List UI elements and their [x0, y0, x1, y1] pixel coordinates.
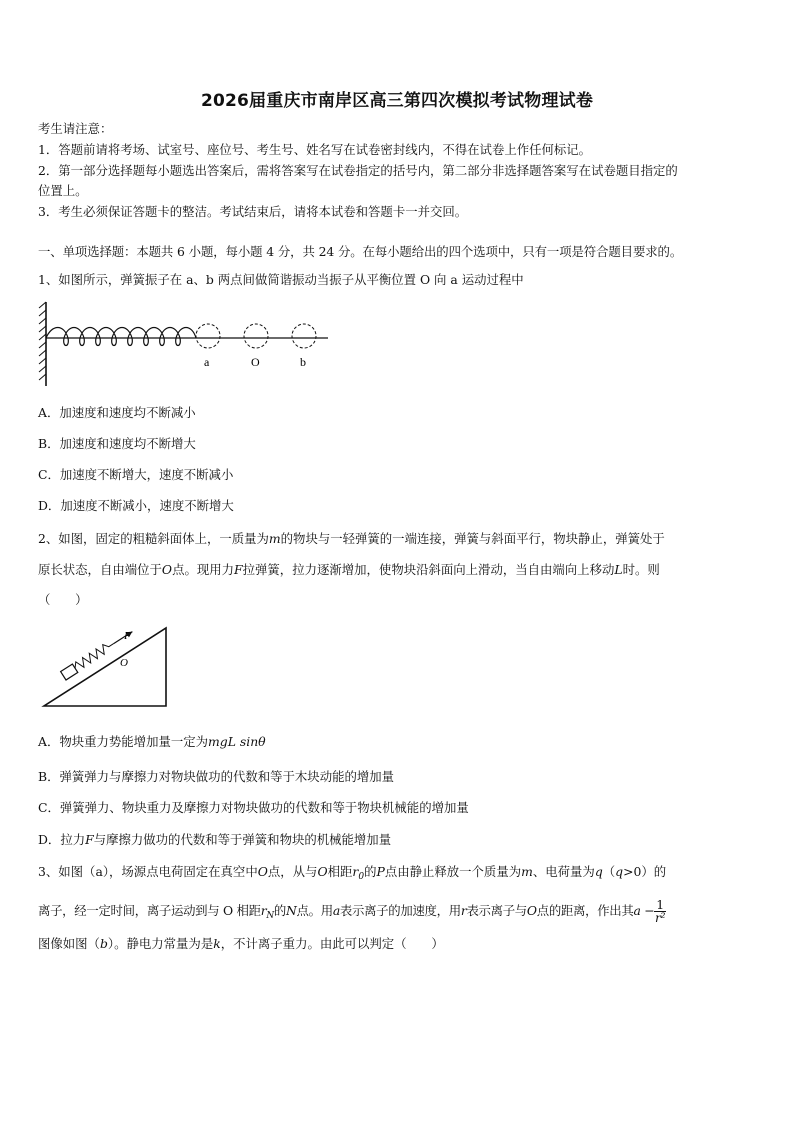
page-title: 2026届重庆市南岸区高三第四次模拟考试物理试卷 [200, 91, 594, 111]
q1-option-b: B．加速度和速度均不断增大 [38, 436, 196, 451]
q2-option-d: D．拉力F与摩擦力做功的代数和等于弹簧和物块的机械能增加量 [38, 832, 392, 847]
notice-item-1: 1．答题前请将考场、试室号、座位号、考生号、姓名写在试卷密封线内，不得在试卷上作任何标记。 [38, 142, 592, 157]
q1-option-d: D．加速度不断减小，速度不断增大 [38, 498, 234, 513]
spring-oscillator-figure [38, 300, 338, 390]
q1-stem: 1、如图所示，弹簧振子在 a、b 两点间做简谐振动当振子从平衡位置 O 向 a 运动过程中 [38, 272, 524, 287]
q2-stem-line1: 2、如图，固定的粗糙斜面体上，一质量为m的物块与一轻弹簧的一端连接，弹簧与斜面平行，物块静止，弹簧处于 [38, 531, 665, 546]
notice-item-2: 2．第一部分选择题每小题选出答案后，需将答案写在试卷指定的括号内，第二部分非选择题答案写在试卷题目指定的 [38, 163, 678, 178]
q3-stem-line2: 离子，经一定时间，离子运动到与 O 相距$r_N$的N点。用a表示离子的加速度，用r表示离子与O点的距离，作出其a − $\frac{1}{\text{r²}}$ [38, 897, 666, 925]
label-a: a [204, 355, 210, 369]
notice-heading: 考生请注意： [38, 121, 113, 136]
q1-option-a: A．加速度和速度均不断减小 [38, 405, 196, 420]
label-b: b [300, 355, 306, 369]
fig-label-O: O [120, 657, 128, 669]
q3-stem-line1: 3、如图（a），场源点电荷固定在真空中O点，从与O相距$r_0$的P点由静止释放一个质量为m、电荷量为q（q>0）的 [38, 864, 667, 882]
q2-option-a: A．物块重力势能增加量一定为mgL sinθ [38, 734, 266, 749]
notice-item-2-cont: 位置上。 [38, 183, 88, 198]
section-heading: 一、单项选择题：本题共 6 小题，每小题 4 分，共 24 分。在每小题给出的四个选项中，只有一项是符合题目要求的。 [38, 244, 683, 259]
fraction-one-over-r-squared: $\frac{1}{\text{r²}}$ [654, 897, 666, 925]
q2-option-c: C．弹簧弹力、物块重力及摩擦力对物块做功的代数和等于物块机械能的增加量 [38, 800, 469, 815]
q3-stem-line3: 图像如图（b）。静电力常量为是k，不计离子重力。由此可以判定（ ） [38, 936, 444, 951]
q1-option-c: C．加速度不断增大，速度不断减小 [38, 467, 234, 482]
q2-stem-line2: 原长状态，自由端位于O点。现用力F拉弹簧，拉力逐渐增加，使物块沿斜面向上滑动，当自由端向上移动L时。则 [38, 562, 660, 577]
q2-answer-bracket: （ ） [38, 592, 88, 607]
label-O: O [251, 355, 260, 369]
q2-option-b: B．弹簧弹力与摩擦力对物块做功的代数和等于木块动能的增加量 [38, 769, 395, 784]
fig-label-F: F [124, 630, 131, 642]
notice-item-3: 3．考生必须保证答题卡的整洁。考试结束后，请将本试卷和答题卡一并交回。 [38, 204, 468, 219]
incline-figure [40, 622, 170, 712]
